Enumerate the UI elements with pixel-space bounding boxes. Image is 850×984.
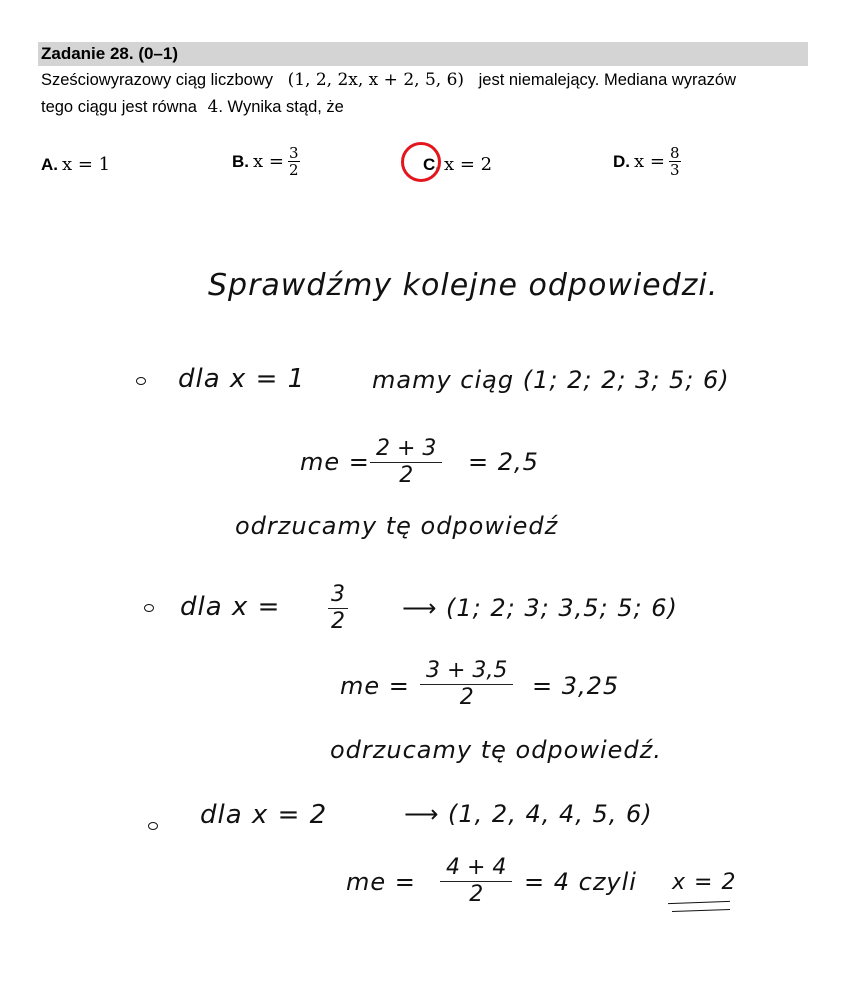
option-a[interactable] [41, 154, 110, 175]
option-expression [253, 145, 300, 178]
fraction-denominator: 2 [331, 609, 345, 634]
option-expression-text: x = [634, 151, 665, 172]
answer-underline [672, 909, 730, 912]
fraction-denominator: 3 [669, 161, 680, 179]
fraction-numerator: 3 [288, 144, 299, 162]
case2-reject: odrzucamy tę odpowiedź. [330, 736, 662, 764]
fraction [669, 145, 681, 178]
fraction-denominator: 2 [288, 161, 299, 179]
task-statement-line-1 [41, 70, 736, 90]
fraction-denominator: 2 [469, 882, 484, 907]
fraction-denominator: 2 [459, 685, 474, 710]
fraction-numerator: 4 + 4 [440, 855, 512, 882]
fraction-numerator: 8 [669, 144, 680, 162]
case3-median-label: me = [346, 868, 416, 896]
option-letter: B. [232, 151, 249, 171]
option-expression: x = 1 [62, 154, 111, 175]
sequence-expression: (1, 2, 2x, x + 2, 5, 6) [287, 70, 465, 90]
fraction-numerator: 2 + 3 [370, 436, 442, 463]
handwritten-intro: Sprawdźmy kolejne odpowiedzi. [208, 268, 719, 303]
case2-fraction [420, 658, 513, 711]
option-expression-text: x = [253, 151, 284, 172]
case1-result: = 2,5 [468, 448, 539, 476]
fraction [288, 145, 300, 178]
case2-sequence: ⟶ (1; 2; 3; 3,5; 5; 6) [402, 594, 678, 622]
answer-underline [668, 901, 730, 904]
task-title: Zadanie 28. (0–1) [41, 44, 179, 63]
case3-answer: x = 2 [672, 870, 737, 895]
task-statement-line-2 [41, 97, 344, 117]
fraction-numerator: 3 + 3,5 [420, 658, 513, 685]
option-letter: A. [41, 154, 58, 174]
option-d[interactable] [613, 145, 681, 178]
case1-sequence: mamy ciąg (1; 2; 2; 3; 5; 6) [372, 366, 730, 394]
case3-fraction [440, 855, 512, 908]
case2-result: = 3,25 [532, 672, 620, 700]
statement-text: jest niemalejący. Mediana wyrazów [478, 71, 737, 89]
case3-result: = 4 czyli [524, 868, 637, 896]
option-letter: C. [423, 154, 440, 174]
case1-median-label: me = [300, 448, 370, 476]
bullet-dot [136, 377, 146, 385]
case2-median-label: me = [340, 672, 410, 700]
option-expression: x = 2 [444, 154, 493, 175]
option-expression [634, 145, 681, 178]
statement-text: . Wynika stąd, że [218, 98, 344, 116]
task-header [38, 42, 808, 66]
case3-label: dla x = 2 [200, 800, 328, 830]
statement-text: Sześciowyrazowy ciąg liczbowy [41, 71, 273, 89]
fraction-denominator: 2 [399, 463, 414, 488]
case1-reject: odrzucamy tę odpowiedź [235, 512, 559, 540]
case3-sequence: ⟶ (1, 2, 4, 4, 5, 6) [404, 800, 653, 828]
selected-answer-circle [401, 142, 441, 182]
option-letter: D. [613, 151, 630, 171]
bullet-dot [144, 604, 154, 612]
case2-x-fraction [328, 582, 348, 635]
case2-label: dla x = [180, 592, 281, 622]
fraction-numerator: 3 [328, 582, 348, 609]
case1-fraction [370, 436, 442, 489]
bullet-dot [148, 822, 158, 830]
median-value: 4 [207, 97, 219, 117]
option-b[interactable] [232, 145, 300, 178]
case1-label: dla x = 1 [178, 364, 306, 394]
statement-text: tego ciągu jest równa [41, 98, 197, 116]
